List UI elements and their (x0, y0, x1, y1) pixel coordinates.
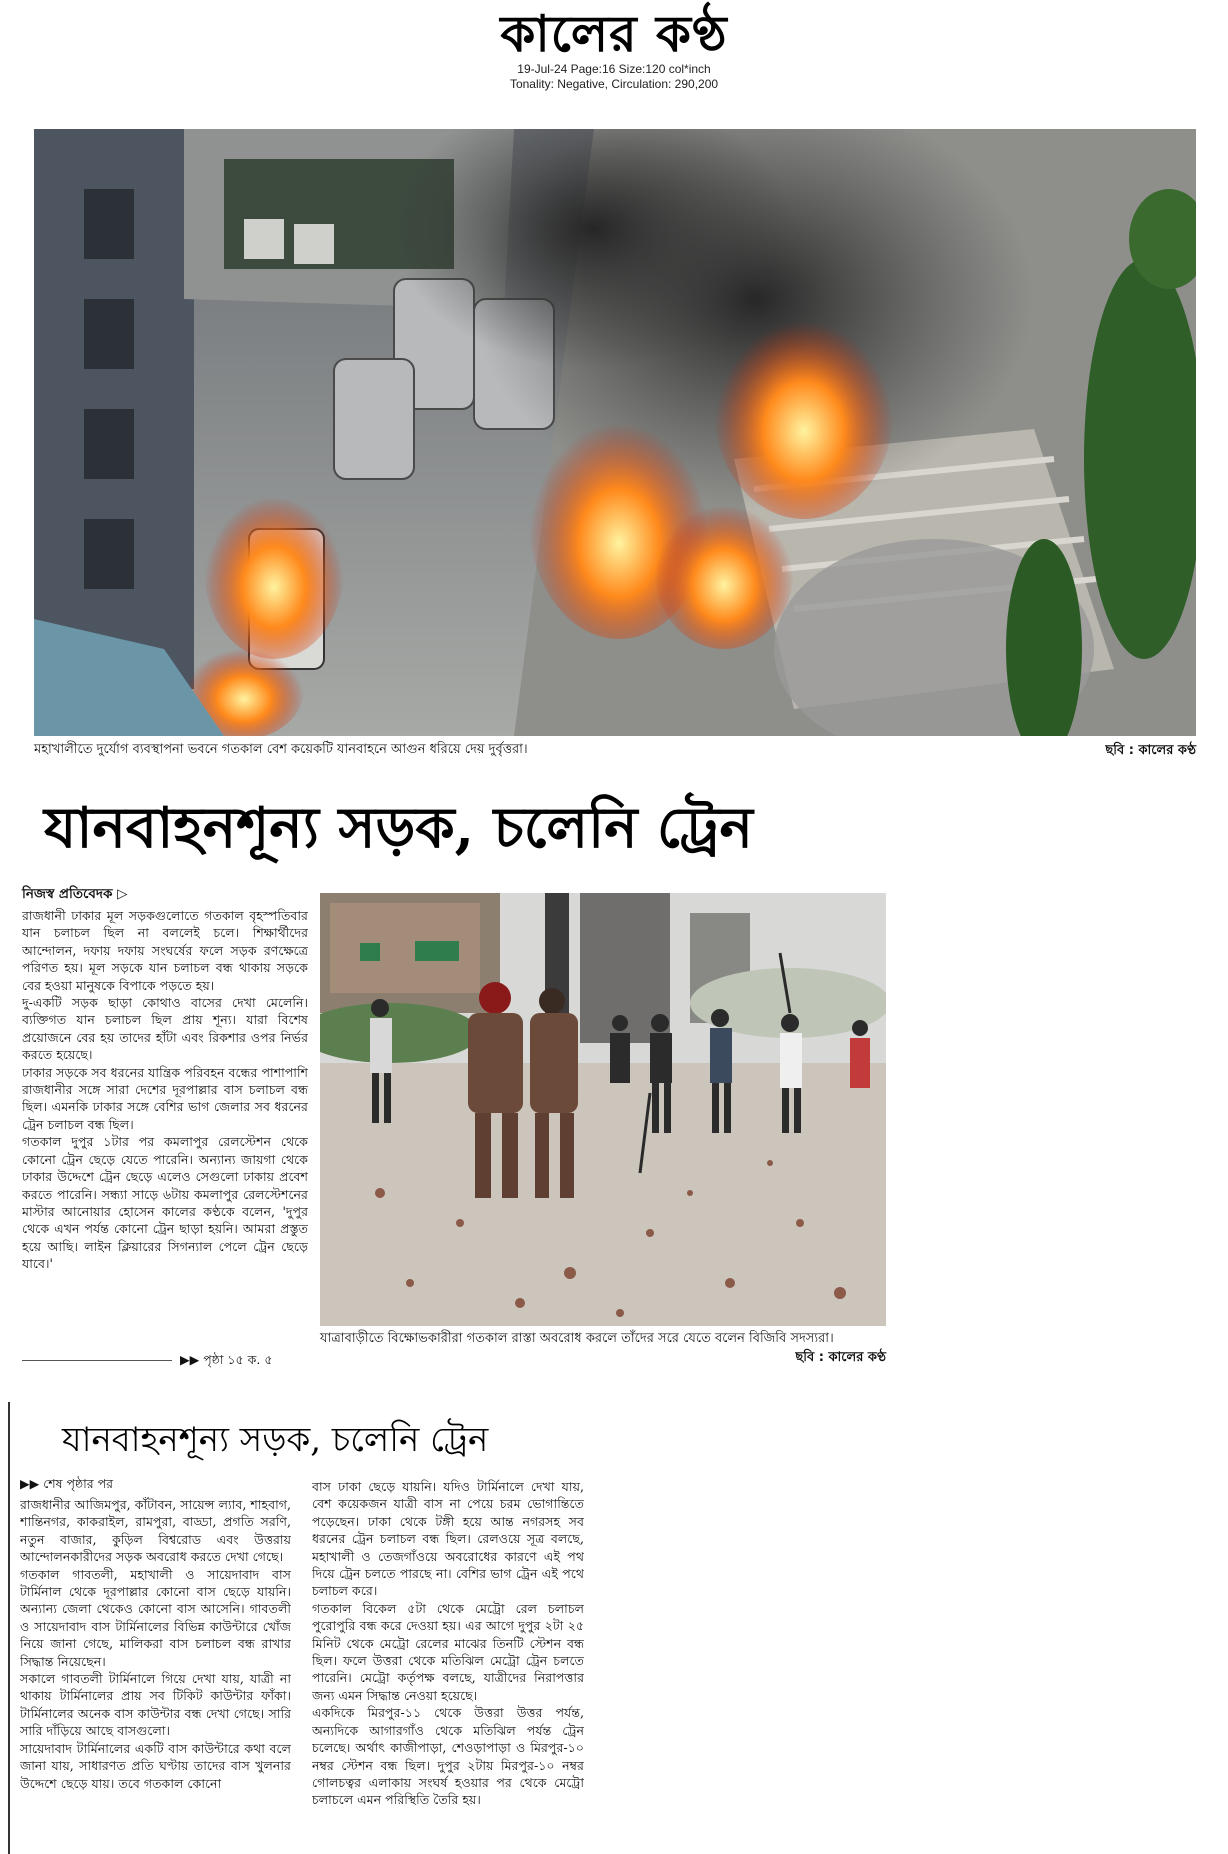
article2-paragraph: একদিকে মিরপুর-১১ থেকে উত্তরা উত্তর পর্যন্ত, অন্যদিকে আগারগাঁও থেকে মতিঝিল পর্যন্ত ট্রেন চলেছে। অর্থাৎ কাজীপাড়া, শেওড়াপাড়া ও মিরপুর-১০ নম্বর স্টেশন বন্ধ ছিল। দুপুর ২টায় মিরপুর-১০ নম্বর গোলচত্বর এলাকায় সংঘর্ষ হওয়ার পর থেকে মেট্রো চলাচলে এমন পরিস্থিতি তৈরি হয়। (312, 1705, 584, 1808)
article2-paragraph: বাস ঢাকা ছেড়ে যায়নি। যদিও টার্মিনালে দেখা যায়, বেশ কয়েকজন যাত্রী বাস না পেয়ে চরম ভোগান্তিতে পড়েছেন। ঢাকা থেকে টঙ্গী হয়ে আন্ত নগরসহ সব ধরনের ট্রেন চলাচল বন্ধ ছিল। রেলওয়ে সূত্র বলছে, মহাখালী ও তেজগাঁওয়ে অবরোধের কারণে এই পথ দিয়ে ট্রেন চলতে পারছে না। বেশির ভাগ ট্রেন এই পথে চলাচল করে। (312, 1479, 584, 1599)
top-photo-credit: ছবি : কালের কণ্ঠ (1105, 743, 1196, 758)
clipping-meta-line2: Tonality: Negative, Circulation: 290,200 (509, 77, 719, 91)
clipping-meta-line1: 19-Jul-24 Page:16 Size:120 col*inch (517, 62, 711, 76)
article1-paragraph: ঢাকার সড়কে সব ধরনের যান্ত্রিক পরিবহন বন্ধের পাশাপাশি রাজধানীর সঙ্গে সারা দেশের দূরপাল্লার বাস চলাচল বন্ধ ছিল। এমনকি ঢাকার সঙ্গে বেশির ভাগ জেলার সব ধরনের ট্রেন চলাচল বন্ধ ছিল। (22, 1064, 308, 1132)
street-clash-photo (320, 893, 886, 1326)
article1-paragraph: দু-একটি সড়ক ছাড়া কোথাও বাসের দেখা মেলেনি। ব্যক্তিগত যান চলাচল ছিল প্রায় শূন্য। যারা বিশেষ প্রয়োজনে বের হয় তাদের হাঁটা এবং রিকশার ওপর নির্ভর করতে হয়েছে। (22, 995, 308, 1063)
article2-paragraph: সায়েদাবাদ টার্মিনালের একটি বাস কাউন্টারে কথা বলে জানা যায়, সাধারণত প্রতি ঘণ্টায় তাদের বাস খুলনার উদ্দেশে ছেড়ে যায়। তবে গতকাল কোনো (20, 1740, 291, 1791)
article2-paragraph: সকালে গাবতলী টার্মিনালে গিয়ে দেখা যায়, যাত্রী না থাকায় টার্মিনালের প্রায় সব টিকিট কাউন্টার ফাঁকা। টার্মিনালের অনেক বাস কাউন্টার বন্ধ দেখা গেছে। সারি সারি দাঁড়িয়ে আছে বাসগুলো। (20, 1671, 291, 1739)
article2-paragraph: গতকাল গাবতলী, মহাখালী ও সায়েদাবাদ বাস টার্মিনাল থেকে দূরপাল্লার কোনো বাস ছেড়ে যায়নি। অন্যান্য জেলা থেকেও কোনো বাস আসেনি। গাবতলী ও সায়েদাবাদ বাস টার্মিনালের বিভিন্ন কাউন্টারে খোঁজ নিয়ে জানা গেছে, মালিকরা বাস চলাচল বন্ধ রাখার সিদ্ধান্ত নিয়েছেন। (20, 1566, 291, 1669)
article1-byline: নিজস্ব প্রতিবেদক ▷ (22, 886, 128, 902)
fire-scene-photo (34, 129, 1196, 736)
article1-paragraph: গতকাল দুপুর ১টার পর কমলাপুর রেলস্টেশন থেকে কোনো ট্রেন ছেড়ে যেতে পারেনি। অন্যান্য জায়গা থেকে ঢাকার উদ্দেশে ট্রেন ছেড়ে এলেও সেগুলো ঢাকায় প্রবেশ করতে পারেনি। সন্ধ্যা সাড়ে ৬টায় কমলাপুর রেলস্টেশনের মাস্টার আনোয়ার হোসেন কালের কণ্ঠকে বলেন, 'দুপুর থেকে এখন পর্যন্ত কোনো ট্রেন ছাড়া হয়নি। আমরা প্রস্তুত হয়ে আছি। লাইন ক্লিয়ারের সিগন্যাল পেলে ট্রেন ছেড়ে যাবে।' (22, 1134, 308, 1272)
article2-headline: যানবাহনশূন্য সড়ক, চলেনি ট্রেন (62, 1420, 489, 1460)
clash-photo-caption: যাত্রাবাড়ীতে বিক্ষোভকারীরা গতকাল রাস্তা অবরোধ করলে তাঁদের সরে যেতে বলেন বিজিবি সদস্যরা। (320, 1331, 834, 1346)
article1-headline: যানবাহনশূন্য সড়ক, চলেনি ট্রেন (44, 795, 753, 861)
jump-rule (22, 1360, 172, 1361)
article2-column-1 (20, 1496, 291, 1852)
article2-continued-label: ▶▶ শেষ পৃষ্ঠার পর (20, 1476, 113, 1491)
continuation-side-rule (8, 1402, 10, 1854)
top-photo-caption: মহাখালীতে দুর্যোগ ব্যবস্থাপনা ভবনে গতকাল বেশ কয়েকটি যানবাহনে আগুন ধরিয়ে দেয় দুর্বৃত্তরা। (34, 742, 528, 757)
article1-body (22, 907, 308, 1352)
article2-paragraph: গতকাল বিকেল ৫টা থেকে মেট্রো রেল চলাচল পুরোপুরি বন্ধ করে দেওয়া হয়। এর আগে দুপুর ২টা ২৫ মিনিট থেকে মেট্রো রেলের মাঝের তিনটি স্টেশন বন্ধ ছিল। ফলে উত্তরা থেকে মতিঝিল মেট্রো ট্রেন চলতে পারেনি। মেট্রো কর্তৃপক্ষ বলছে, যাত্রীদের নিরাপত্তার জন্য এমন সিদ্ধান্ত নেওয়া হয়েছে। (312, 1600, 584, 1703)
article2-column-2 (312, 1478, 584, 1852)
article2-paragraph: রাজধানীর আজিমপুর, কাঁটাবন, সায়েন্স ল্যাব, শাহবাগ, শান্তিনগর, কাকরাইল, রামপুরা, বাড্ডা, প্রগতি সরণি, নতুন বাজার, কুড়িল বিশ্বরোড এবং উত্তরায় আন্দোলনকারীদের সড়ক অবরোধ করতে দেখা গেছে। (20, 1497, 291, 1565)
article1-paragraph: রাজধানী ঢাকার মূল সড়কগুলোতে গতকাল বৃহস্পতিবার যান চলাচল ছিল না বললেই চলে। শিক্ষার্থীদের আন্দোলন, দফায় দফায় সংঘর্ষের ফলে সড়ক রণক্ষেত্রে পরিণত হয়। মূল সড়কে যান চলাচল বন্ধ থাকায় সড়কে বের হওয়া মানুষকে বিপাকে পড়তে হয়। (22, 908, 308, 993)
article1-jump-line: ▶▶ পৃষ্ঠা ১৫ ক. ৫ (180, 1352, 273, 1367)
clash-photo-credit: ছবি : কালের কণ্ঠ (795, 1350, 886, 1365)
masthead: কালের কণ্ঠ (500, 4, 728, 63)
